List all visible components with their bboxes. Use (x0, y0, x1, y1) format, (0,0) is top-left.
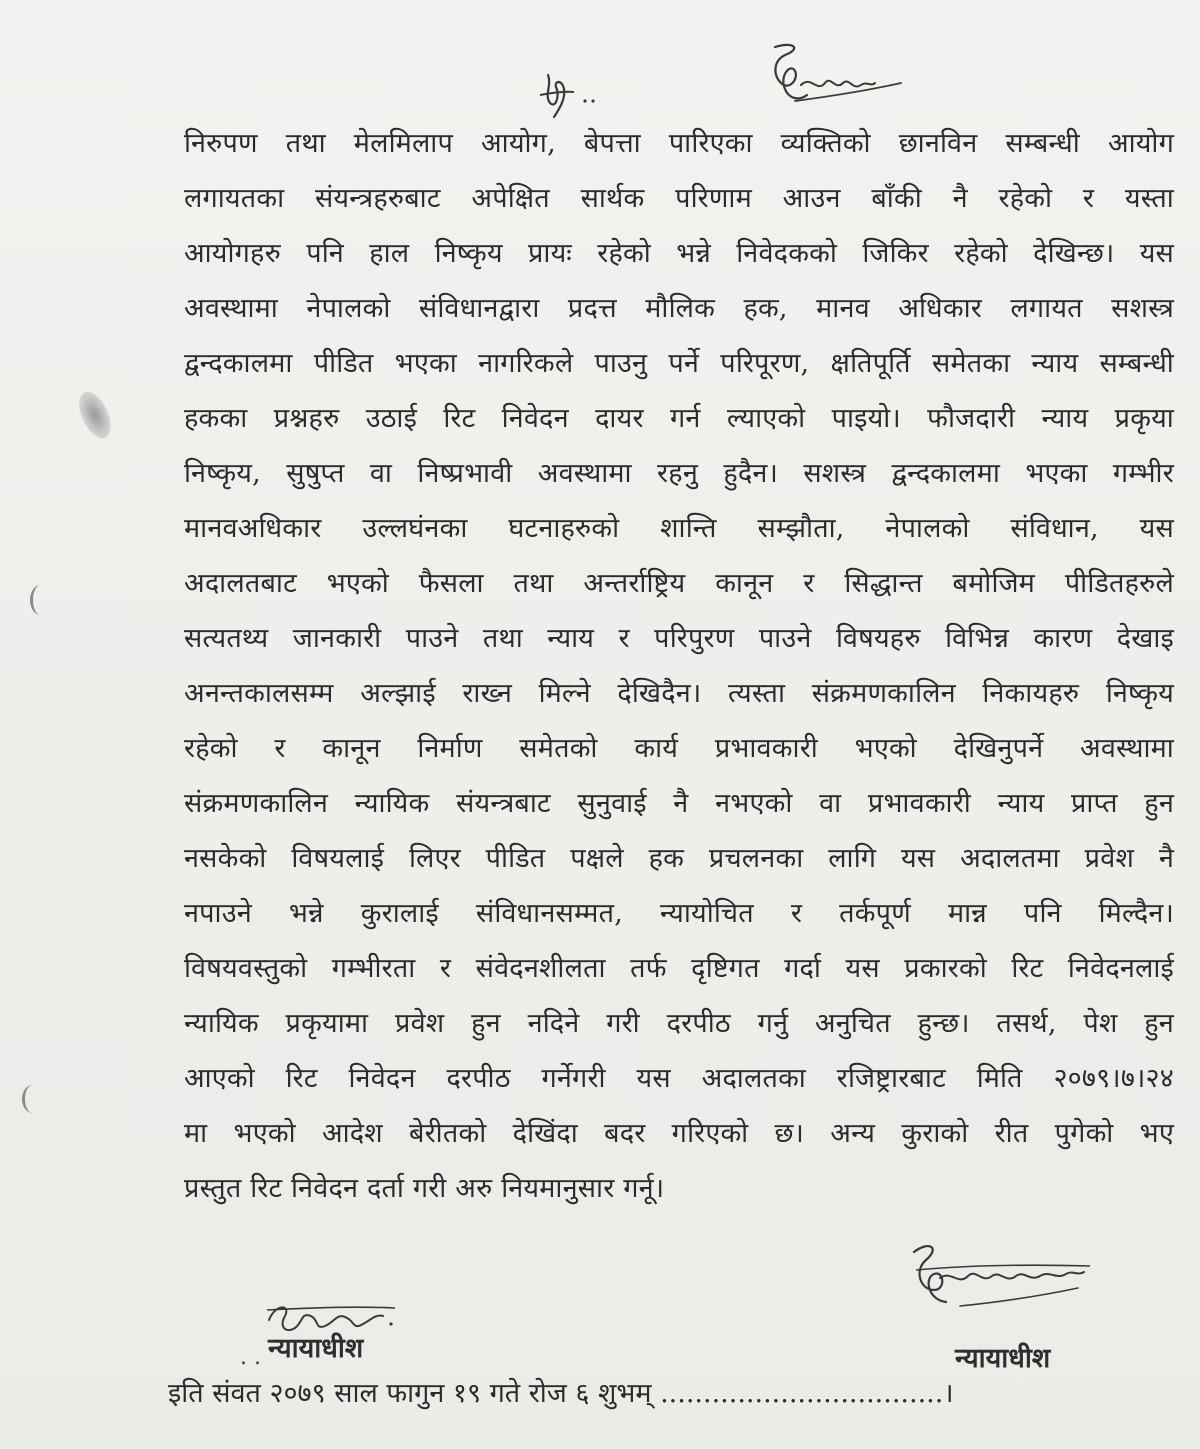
paragraph-line: सत्यतथ्य जानकारी पाउने तथा न्याय र परिपुरण पाउने विषयहरु विभिन्न कारण देखाइ (184, 623, 1174, 654)
paragraph-line: न्यायिक प्रकृयामा प्रवेश हुन नदिने गरी दरपीठ गर्नु अनुचित हुन्छ। तसर्थ, पेश हुन (184, 1008, 1174, 1039)
scan-dots: . . (240, 1345, 261, 1370)
paragraph-line: अनन्तकालसम्म अल्झाई राख्न मिल्ने देखिदैन। त्यस्ता संक्रमणकालिन निकायहरु निष्कृय (184, 678, 1174, 709)
paragraph-line: संक्रमणकालिन न्यायिक संयन्त्रबाट सुनुवाई नै नभएको वा प्रभावकारी न्याय प्राप्त हुन (184, 788, 1174, 819)
judge-label-left: न्यायाधीश (268, 1333, 364, 1364)
scan-smudge (73, 387, 118, 443)
paragraph-line: लगायतका संयन्त्रहरुबाट अपेक्षित सार्थक परिणाम आउन बाँकी नै रहेको र यस्ता (184, 183, 1174, 214)
paragraph-line: नपाउने भन्ने कुरालाई संविधानसम्मत, न्यायोचित र तर्कपूर्ण मान्न पनि मिल्दैन। (184, 898, 1174, 929)
paragraph-line: हकका प्रश्नहरु उठाई रिट निवेदन दायर गर्न ल्याएको पाइयो। फौजदारी न्याय प्रकृया (184, 403, 1174, 434)
order-paragraph (184, 116, 1174, 1216)
paragraph-line: विषयवस्तुको गम्भीरता र संवेदनशीलता तर्फ दृष्टिगत गर्दा यस प्रकारको रिट निवेदनलाई (184, 953, 1174, 984)
paragraph-line: रहेको र कानून निर्माण समेतको कार्य प्रभावकारी भएको देखिनुपर्ने अवस्थामा (184, 733, 1174, 764)
paragraph-line: द्वन्दकालमा पीडित भएका नागरिकले पाउनु पर्ने परिपूरण, क्षतिपूर्ति समेतका न्याय सम्बन्धी (184, 348, 1174, 379)
paragraph-line: अदालतबाट भएको फैसला तथा अन्तर्राष्ट्रिय कानून र सिद्धान्त बमोजिम पीडितहरुले (184, 568, 1174, 599)
paragraph-line: मानवअधिकार उल्लघंनका घटनाहरुको शान्ति सम्झौता, नेपालको संविधान, यस (184, 513, 1174, 544)
paragraph-line: अवस्थामा नेपालको संविधानद्वारा प्रदत्त मौलिक हक, मानव अधिकार लगायत सशस्त्र (184, 293, 1174, 324)
judge-label-right: न्यायाधीश (955, 1343, 1051, 1374)
closing-date-line: इति संवत २०७९ साल फागुन १९ गते रोज ६ शुभम् .................................। (168, 1378, 954, 1409)
paragraph-line: निरुपण तथा मेलमिलाप आयोग, बेपत्ता पारिएका व्यक्तिको छानविन सम्बन्धी आयोग (184, 128, 1174, 159)
paragraph-line: नसकेको विषयलाई लिएर पीडित पक्षले हक प्रचलनका लागि यस अदालतमा प्रवेश नै (184, 843, 1174, 874)
paragraph-line: आएको रिट निवेदन दरपीठ गर्नेगरी यस अदालतका रजिष्ट्रारबाट मिति २०७९।७।२४ (184, 1063, 1174, 1094)
paragraph-line: आयोगहरु पनि हाल निष्कृय प्रायः रहेको भन्ने निवेदकको जिकिर रहेको देखिन्छ। यस (184, 238, 1174, 269)
paragraph-line: निष्कृय, सुषुप्त वा निष्प्रभावी अवस्थामा रहनु हुदैन। सशस्त्र द्वन्दकालमा भएका गम्भीर (184, 458, 1174, 489)
paragraph-line: प्रस्तुत रिट निवेदन दर्ता गरी अरु नियमानुसार गर्नू। (184, 1173, 665, 1204)
scan-mark (30, 585, 51, 615)
paragraph-line: मा भएको आदेश बेरीतको देखिंदा बदर गरिएको छ। अन्य कुराको रीत पुगेको भए (184, 1118, 1174, 1149)
judge-signature-right (900, 1230, 1100, 1320)
scan-mark (22, 1085, 43, 1113)
